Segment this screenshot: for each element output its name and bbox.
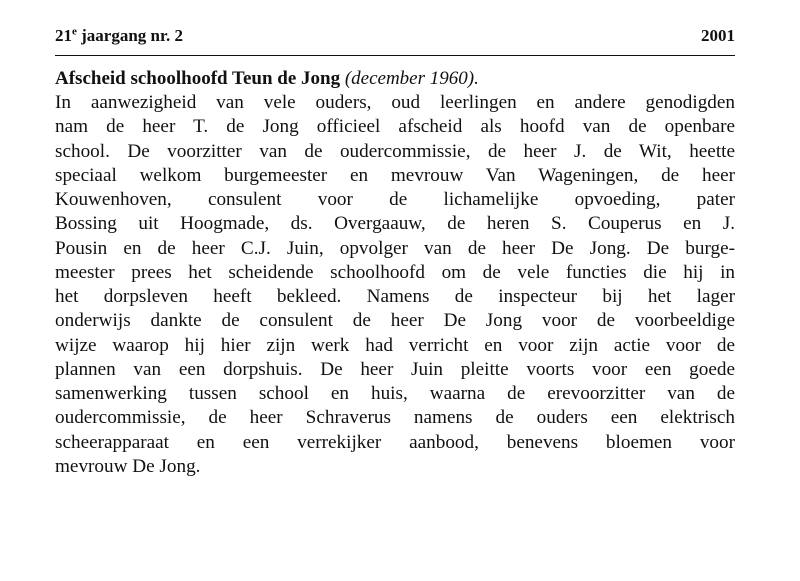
article-title	[55, 67, 735, 91]
body-line: Kouwenhoven, consulent voor de lichamelijke opvoeding, pater	[55, 189, 735, 210]
page-header	[55, 25, 735, 47]
body-line: plannen van een dorpshuis. De heer Juin pleitte voorts voor een goede	[55, 358, 735, 380]
year-label: 2001	[701, 26, 735, 45]
body-line: nam de heer T. de Jong officieel afscheid als hoofd van de openbare	[55, 116, 735, 138]
body-line: In aanwezigheid van vele ouders, oud leerlingen en andere genodigden	[55, 92, 735, 113]
body-line: speciaal welkom burgemeester en mevrouw Van Wageningen, de heer	[55, 164, 735, 186]
article-body	[55, 91, 735, 479]
body-line: wijze waarop hij hier zijn werk had verricht en voor zijn actie voor de	[55, 334, 735, 356]
volume-rest: jaargang nr. 2	[76, 26, 183, 45]
body-line: mevrouw De Jong.	[55, 455, 201, 477]
volume-label	[55, 25, 183, 47]
volume-suffix: e	[72, 25, 77, 38]
body-line: onderwijs dankte de consulent de heer De Jong voor de voorbeeldige	[55, 310, 735, 332]
body-line: het dorpsleven heeft bekleed. Namens de inspecteur bij het lager	[55, 286, 735, 307]
body-line: scheerapparaat en een verrekijker aanbood, benevens bloemen voor	[55, 431, 735, 453]
body-line: Pousin en de heer C.J. Juin, opvolger van de heer De Jong. De burge-	[55, 237, 735, 259]
article-date: (december 1960).	[344, 68, 479, 89]
article	[55, 67, 735, 479]
body-line: oudercommissie, de heer Schraverus namens de ouders een elektrisch	[55, 407, 735, 429]
volume-number: 21	[55, 26, 72, 45]
header-rule	[55, 55, 735, 56]
body-line: Bossing uit Hoogmade, ds. Overgaauw, de heren S. Couperus en J.	[55, 213, 735, 235]
body-line: samenwerking tussen school en huis, waarna de erevoorzitter van de	[55, 383, 735, 404]
article-title-text: Afscheid schoolhoofd Teun de Jong	[55, 68, 341, 89]
body-line: school. De voorzitter van de oudercommissie, de heer J. de Wit, heette	[55, 140, 735, 162]
body-line: meester prees het scheidende schoolhoofd om de vele functies die hij in	[55, 261, 735, 283]
